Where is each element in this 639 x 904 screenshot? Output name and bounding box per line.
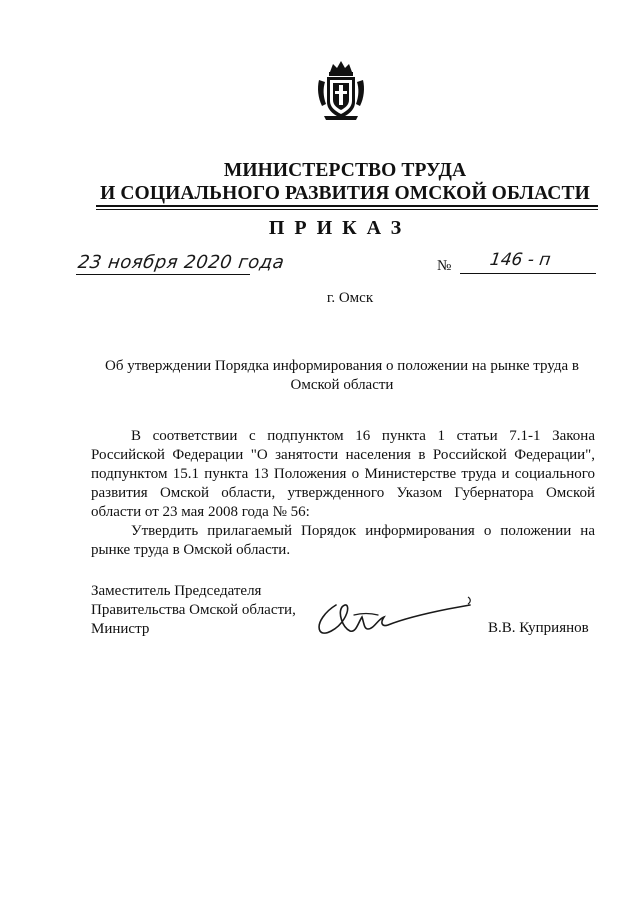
signature-icon xyxy=(308,593,478,638)
signatory-position-line1: Заместитель Председателя xyxy=(91,583,262,599)
order-subject: Об утверждении Порядка информирования о положении на рынке труда в Омской области xyxy=(105,358,579,393)
ministry-title-line1: МИНИСТЕРСТВО ТРУДА xyxy=(223,160,467,181)
city-name: г. Омск xyxy=(326,290,374,306)
signatory-position-line3: Министр xyxy=(91,621,150,637)
number-underline xyxy=(460,273,596,274)
order-date: 23 ноября 2020 года xyxy=(76,252,286,273)
header-divider-thin xyxy=(96,209,598,210)
date-underline xyxy=(76,274,250,275)
number-label: № xyxy=(437,258,452,274)
order-number: 146 - п xyxy=(488,250,552,270)
signatory-position xyxy=(91,582,296,639)
document-type-title: ПРИКАЗ xyxy=(268,217,412,239)
ministry-title-line2: И СОЦИАЛЬНОГО РАЗВИТИЯ ОМСКОЙ ОБЛАСТИ xyxy=(100,183,590,204)
header-divider-thick xyxy=(96,205,598,207)
coat-of-arms-icon xyxy=(316,58,366,122)
signatory-name: В.В. Куприянов xyxy=(488,620,589,636)
signatory-position-line2: Правительства Омской области, xyxy=(91,602,296,618)
body-paragraph-decision: Утвердить прилагаемый Порядок информирования о положении на рынке труда в Омской области. xyxy=(91,523,595,558)
body-paragraph-basis: В соответствии с подпунктом 16 пункта 1 статьи 7.1-1 Закона Российской Федерации "О занятости населения в Российской Федерации", подпунктом 15.1 пункта 13 Положения о Министерстве труда и социального развития Омской области, утвержденного Указом Губернатора Омской области от 23 мая 2008 года № 56: xyxy=(91,428,595,520)
